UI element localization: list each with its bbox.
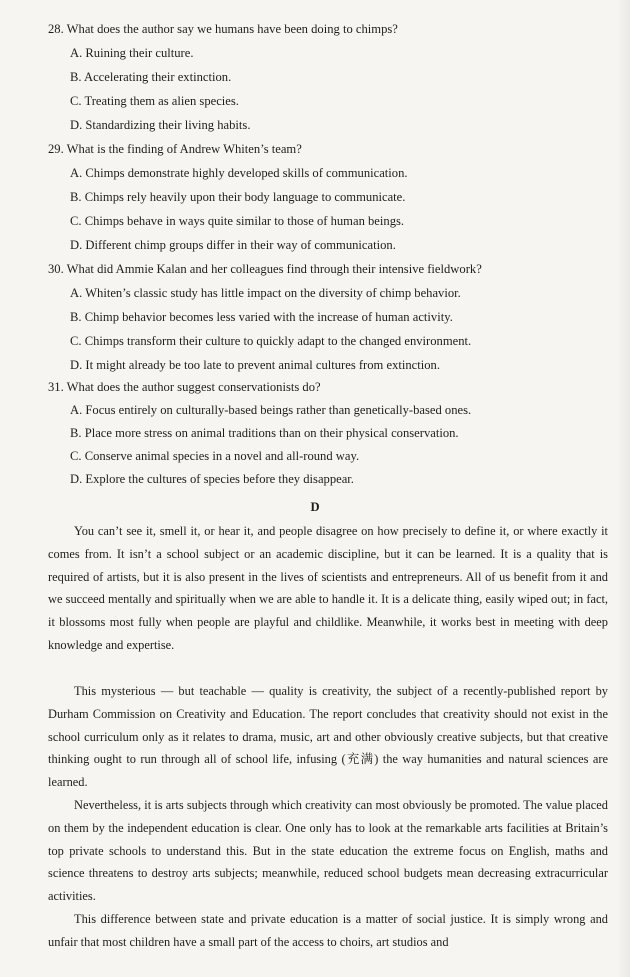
question-29-option-d: D. Different chimp groups differ in their way of communication.	[70, 238, 396, 252]
question-31-stem: 31. What does the author suggest conservationists do?	[48, 380, 321, 394]
section-title: D	[310, 500, 320, 514]
question-28-stem: 28. What does the author say we humans have been doing to chimps?	[48, 22, 398, 36]
question-29-option-b: B. Chimps rely heavily upon their body language to communicate.	[70, 190, 406, 204]
question-30-option-c: C. Chimps transform their culture to quickly adapt to the changed environment.	[70, 334, 472, 348]
paragraph-3: Nevertheless, it is arts subjects through which creativity can most obviously be promoted. The value placed on them by the independent education is clear. One only has to look at the remarkable arts facilities at Britain’s top private schools to understand this. But in the state education the extreme focus on English, maths and science threatens to destroy arts subjects; meanwhile, reduced school budgets mean decreasing extracurricular activities.	[48, 798, 608, 904]
paragraph-1: You can’t see it, smell it, or hear it, and people disagree on how precisely to define it, or where exactly it comes from. It isn’t a school subject or an academic discipline, but it can be learned. It is a quality that is required of artists, but it is also present in the lives of scientists and entrepreneurs. All of us benefit from it and we succeed mentally and spiritually when we are able to handle it. It is a delicate thing, easily wiped out; in fact, it blossoms most fully when people are playful and childlike. Meanwhile, it works best in meeting with deep knowledge and expertise.	[48, 524, 608, 652]
question-28-option-a: A. Ruining their culture.	[70, 46, 194, 60]
question-30-option-b: B. Chimp behavior becomes less varied with the increase of human activity.	[70, 310, 453, 324]
question-31-option-a: A. Focus entirely on culturally-based beings rather than genetically-based ones.	[70, 403, 472, 417]
page-edge-shadow	[616, 0, 630, 977]
question-29-stem: 29. What is the finding of Andrew Whiten’s team?	[48, 142, 302, 156]
question-30-stem: 30. What did Ammie Kalan and her colleagues find through their intensive fieldwork?	[48, 262, 482, 276]
paragraph-2: This mysterious — but teachable — quality is creativity, the subject of a recently-published report by Durham Commission on Creativity and Education. The report concludes that creativity should not exist in the school curriculum only as it relates to drama, music, art and other obviously creative subjects, but that creative thinking ought to run through all of school life, infusing (充满) the way humanities and natural sciences are learned.	[48, 684, 608, 790]
question-28-option-c: C. Treating them as alien species.	[70, 94, 239, 108]
question-30-option-d: D. It might already be too late to prevent animal cultures from extinction.	[70, 358, 441, 372]
question-31-option-c: C. Conserve animal species in a novel and all-round way.	[70, 449, 360, 463]
question-31-option-d: D. Explore the cultures of species before they disappear.	[70, 472, 354, 486]
question-31-option-b: B. Place more stress on animal traditions than on their physical conservation.	[70, 426, 459, 440]
question-28-option-d: D. Standardizing their living habits.	[70, 118, 251, 132]
question-28-option-b: B. Accelerating their extinction.	[70, 70, 232, 84]
question-29-option-c: C. Chimps behave in ways quite similar to those of human beings.	[70, 214, 405, 228]
question-29-option-a: A. Chimps demonstrate highly developed skills of communication.	[70, 166, 408, 180]
paragraph-4: This difference between state and private education is a matter of social justice. It is simply wrong and unfair that most children have a small part of the access to choirs, art studios and	[48, 912, 608, 949]
question-30-option-a: A. Whiten’s classic study has little impact on the diversity of chimp behavior.	[70, 286, 461, 300]
